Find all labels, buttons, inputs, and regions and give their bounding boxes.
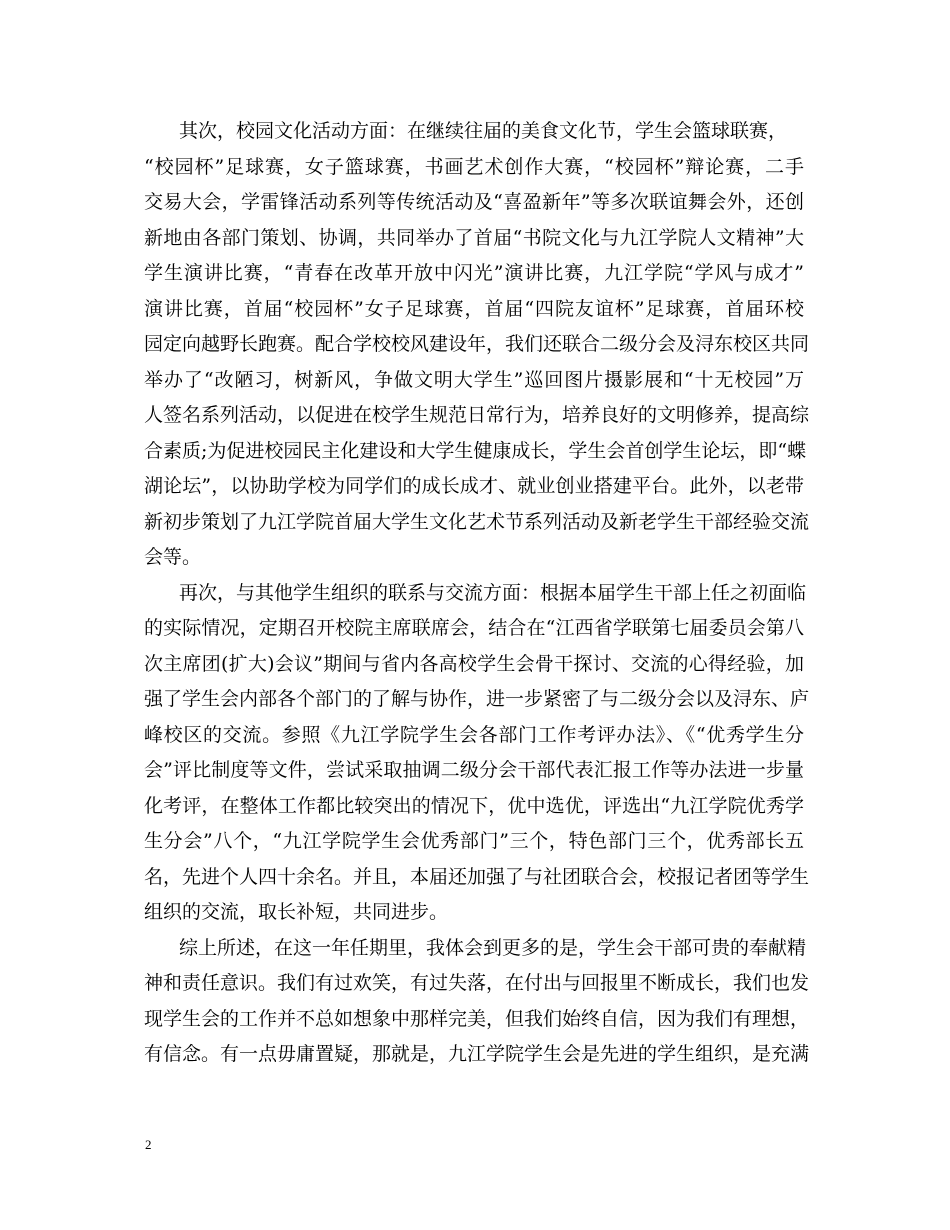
text-line: 园定向越野长跑赛。配合学校校风建设年，我们还联合二级分会及浔东校区共同 bbox=[144, 333, 810, 355]
text-line: 综上所述，在这一年任期里，我体会到更多的是，学生会干部可贵的奉献精 bbox=[179, 936, 807, 959]
text-line: 湖论坛”，以协助学校为同学们的成长成才、就业创业搭建平台。此外，以老带 bbox=[144, 475, 804, 497]
text-line: 化考评，在整体工作都比较突出的情况下，优中选优，评选出“九江学院优秀学 bbox=[144, 794, 804, 817]
page-number: 2 bbox=[145, 1137, 152, 1152]
text-line: 次主席团(扩大)会议”期间与省内各高校学生会骨干探讨、交流的心得经验，加 bbox=[144, 652, 804, 675]
text-line: 现学生会的工作并不总如想象中那样完美，但我们始终自信，因为我们有理想， bbox=[144, 1007, 810, 1030]
text-line: 名，先进个人四十余名。并且，本届还加强了与社团联合会，校报记者团等学生 bbox=[144, 865, 810, 888]
text-line: 新地由各部门策划、协调，共同举办了首届“书院文化与九江学院人文精神”大 bbox=[144, 226, 804, 249]
text-line: 人签名系列活动，以促进在校学生规范日常行为，培养良好的文明修养，提高综 bbox=[144, 404, 810, 426]
text-line: 演讲比赛，首届“校园杯”女子足球赛，首届“四院友谊杯”足球赛，首届环校 bbox=[144, 297, 804, 320]
text-line: “校园杯”足球赛，女子篮球赛，书画艺术创作大赛，“校园杯”辩论赛，二手 bbox=[144, 155, 804, 178]
text-line: 合素质;为促进校园民主化建设和大学生健康成长，学生会首创学生论坛，即“蝶 bbox=[144, 439, 807, 462]
text-line: 其次，校园文化活动方面：在继续往届的美食文化节，学生会篮球联赛， bbox=[179, 120, 788, 142]
text-line: 新初步策划了九江学院首届大学生文化艺术节系列活动及新老学生干部经验交流 bbox=[144, 510, 810, 533]
text-line: 强了学生会内部各个部门的了解与协作，进一步紧密了与二级分会以及浔东、庐 bbox=[144, 688, 810, 710]
text-line: 交易大会，学雷锋活动系列等传统活动及“喜盈新年”等多次联谊舞会外，还创 bbox=[144, 191, 804, 213]
text-line: 会等。 bbox=[144, 546, 202, 568]
text-line: 神和责任意识。我们有过欢笑，有过失落，在付出与回报里不断成长，我们也发 bbox=[144, 972, 810, 994]
text-line: 会”评比制度等文件，尝试采取抽调二级分会干部代表汇报工作等办法进一步量 bbox=[144, 759, 804, 781]
text-line: 再次，与其他学生组织的联系与交流方面：根据本届学生干部上任之初面临 bbox=[179, 581, 807, 604]
text-line: 生分会”八个，“九江学院学生会优秀部门”三个，特色部门三个，优秀部长五 bbox=[144, 830, 804, 852]
document-body bbox=[144, 114, 810, 1073]
text-line: 有信念。有一点毋庸置疑，那就是，九江学院学生会是先进的学生组织，是充满 bbox=[144, 1043, 810, 1065]
text-line: 峰校区的交流。参照《九江学院学生会各部门工作考评办法》、《“优秀学生分 bbox=[144, 723, 804, 746]
text-line: 组织的交流，取长补短，共同进步。 bbox=[144, 901, 449, 923]
text-line: 学生演讲比赛，“青春在改革开放中闪光”演讲比赛，九江学院“学风与成才” bbox=[144, 262, 804, 284]
text-line: 举办了“改陋习，树新风，争做文明大学生”巡回图片摄影展和“十无校园”万 bbox=[144, 368, 804, 391]
text-line: 的实际情况，定期召开校院主席联席会，结合在“江西省学联第七届委员会第八 bbox=[144, 617, 804, 639]
